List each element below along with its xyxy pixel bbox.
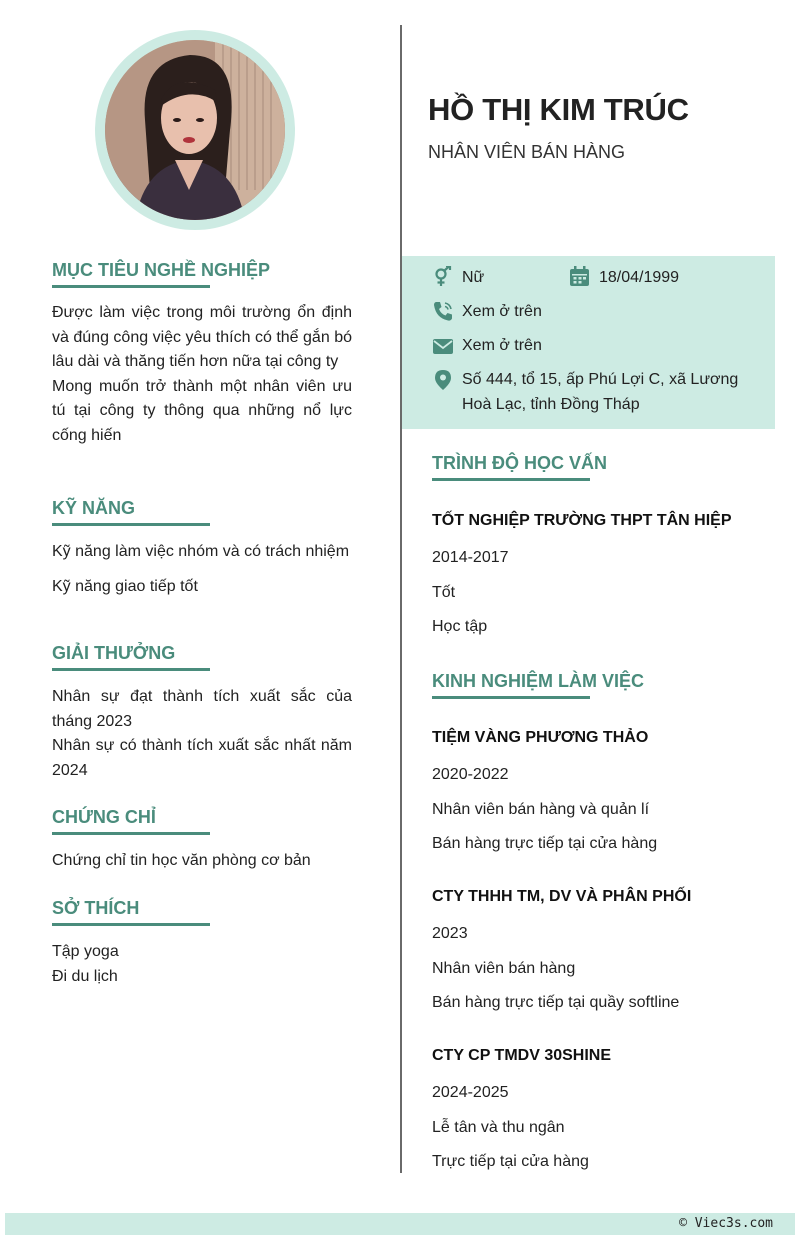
education-school: TỐT NGHIỆP TRƯỜNG THPT TÂN HIỆP	[432, 512, 732, 529]
hobbies-section	[52, 895, 352, 989]
calendar-icon	[569, 266, 591, 288]
location-icon	[432, 369, 454, 391]
objective-paragraph: Mong muốn trở thành một nhân viên ưu tú tại công ty thông qua những nổ lực cống hiến	[52, 377, 352, 444]
awards-section	[52, 640, 352, 783]
job-role: Nhân viên bán hàng	[432, 960, 576, 977]
job-years: 2023	[432, 925, 468, 942]
hobby-item: Tập yoga	[52, 943, 119, 960]
job-years: 2020-2022	[432, 766, 509, 783]
job-description: Bán hàng trực tiếp tại cửa hàng	[432, 835, 658, 852]
phone-value: Xem ở trên	[462, 303, 542, 320]
gender-value: Nữ	[462, 269, 485, 286]
email-value: Xem ở trên	[462, 337, 542, 354]
candidate-job-title: NHÂN VIÊN BÁN HÀNG	[428, 142, 626, 162]
address-line: Hoà Lạc, tỉnh Đồng Tháp	[462, 396, 640, 413]
certificates-underline	[52, 832, 210, 835]
certificates-title: CHỨNG CHỈ	[52, 807, 156, 827]
column-divider	[400, 25, 402, 1173]
job-role: Nhân viên bán hàng và quản lí	[432, 801, 650, 818]
avatar	[105, 40, 285, 220]
skills-section	[52, 495, 352, 599]
award-item: Nhân sự đạt thành tích xuất sắc của tháng 2023	[52, 688, 352, 730]
objective-title: MỤC TIÊU NGHỀ NGHIỆP	[52, 260, 271, 280]
experience-section	[432, 668, 772, 699]
skills-title: KỸ NĂNG	[52, 498, 136, 518]
objective-section	[52, 257, 352, 449]
experience-underline	[432, 696, 590, 699]
awards-underline	[52, 668, 210, 671]
hobbies-underline	[52, 923, 210, 926]
education-grade: Tốt	[432, 584, 456, 601]
education-underline	[432, 478, 590, 481]
job-company: CTY CP TMDV 30SHINE	[432, 1047, 612, 1064]
objective-underline	[52, 285, 210, 288]
contact-box	[402, 256, 775, 429]
skill-item: Kỹ năng giao tiếp tốt	[52, 577, 198, 595]
copyright-text: © Viec3s.com	[679, 1216, 773, 1231]
avatar-frame	[95, 30, 295, 230]
education-note: Học tập	[432, 618, 488, 635]
job-description: Trực tiếp tại cửa hàng	[432, 1153, 589, 1170]
objective-paragraph: Được làm việc trong môi trường ổn định và đúng công việc yêu thích có thể gắn bó lâu dài và thăng tiến hơn nữa tại công ty	[52, 304, 352, 371]
education-years: 2014-2017	[432, 549, 509, 566]
certificate-item: Chứng chỉ tin học văn phòng cơ bản	[52, 852, 311, 869]
phone-icon	[432, 300, 454, 322]
education-section	[432, 450, 772, 481]
skills-underline	[52, 523, 210, 526]
award-item: Nhân sự có thành tích xuất sắc nhất năm 2024	[52, 737, 352, 779]
job-description: Bán hàng trực tiếp tại quầy softline	[432, 994, 680, 1011]
awards-title: GIẢI THƯỞNG	[52, 643, 176, 663]
candidate-name: HỒ THỊ KIM TRÚC	[428, 92, 689, 127]
education-title: TRÌNH ĐỘ HỌC VẤN	[432, 453, 607, 473]
gender-icon	[432, 266, 454, 288]
job-company: TIỆM VÀNG PHƯƠNG THẢO	[432, 729, 649, 746]
experience-title: KINH NGHIỆM LÀM VIỆC	[432, 671, 645, 691]
email-icon	[432, 335, 454, 357]
job-role: Lễ tân và thu ngân	[432, 1119, 565, 1136]
job-years: 2024-2025	[432, 1084, 509, 1101]
hobbies-title: SỞ THÍCH	[52, 898, 140, 918]
certificates-section	[52, 804, 352, 874]
skill-item: Kỹ năng làm việc nhóm và có trách nhiệm	[52, 543, 350, 560]
job-company: CTY THHH TM, DV VÀ PHÂN PHỐI	[432, 888, 692, 905]
address-line: Số 444, tổ 15, ấp Phú Lợi C, xã Lương	[462, 371, 739, 388]
hobby-item: Đi du lịch	[52, 967, 118, 985]
birthdate-value: 18/04/1999	[599, 269, 680, 286]
footer-bar	[5, 1213, 795, 1235]
